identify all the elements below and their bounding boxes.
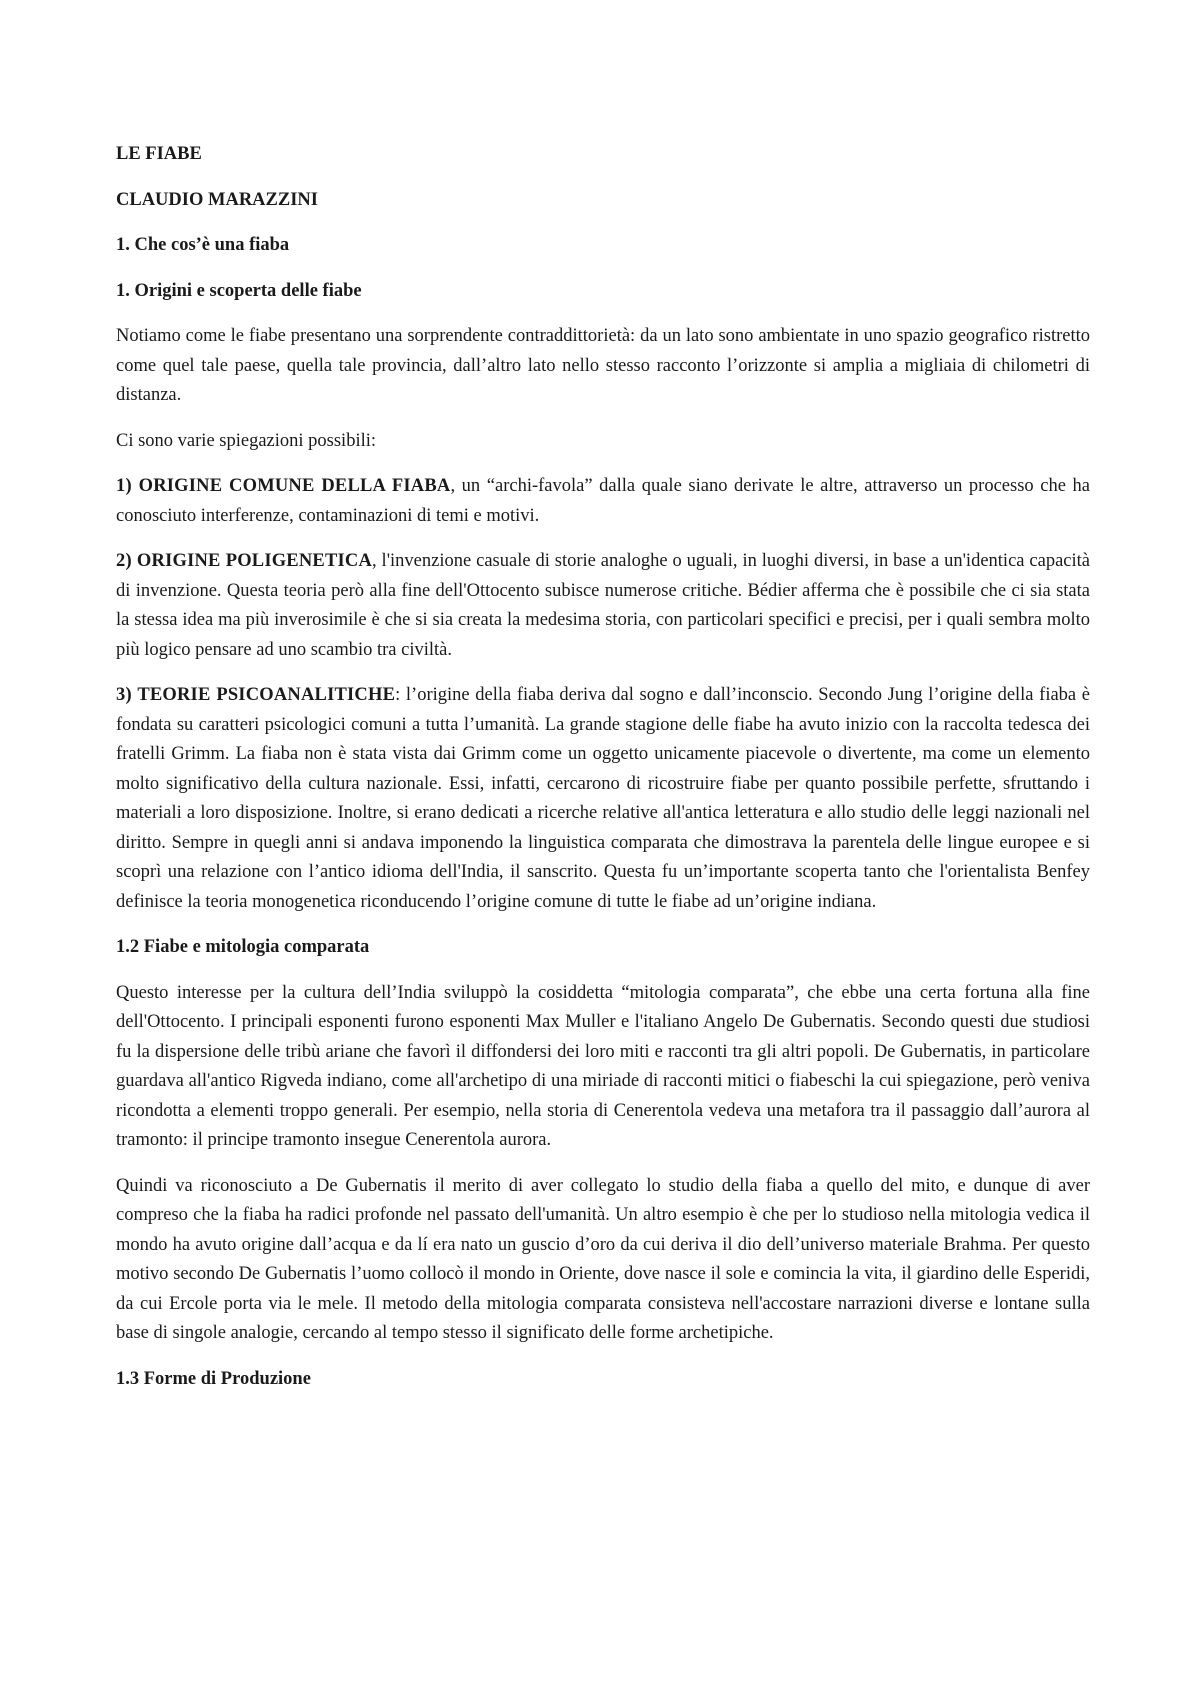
chapter-heading: 1. Che cos’è una fiaba [116, 235, 290, 255]
list-item-lead: 1) ORIGINE COMUNE DELLA FIABA [116, 476, 451, 496]
list-item-text: : l’origine della fiaba deriva dal sogno e dall’inconscio. Secondo Jung l’origine della fiaba è fondata su caratteri psicologici comuni a tutta l’umanità. La grande stagione delle fiabe ha avuto inizio con la raccolta tedesca dei fratelli Grimm. La fiaba non è stata vista dai Grimm come un oggetto unicamente piacevole o divertente, ma come un elemento molto significativo della cultura nazionale. Essi, infatti, cercarono di ricostruire fiabe per quanto possibile perfette, sfruttando i materiali a loro disposizione. Inoltre, si erano dedicati a ricerche relative all'antica letteratura e allo studio delle leggi nazionali nel diritto. Sempre in quegli anni si andava imponendo la linguistica comparata che dimostrava la parentela delle lingue europee e si scoprì una relazione con l’antico idioma dell'India, il sanscrito. Questa fu un’importante scoperta tanto che l'orientalista Benfey definisce la teoria monogenetica riconducendo l’origine comune di tutte le fiabe ad un’origine indiana. [116, 685, 1090, 912]
list-item-lead: 2) ORIGINE POLIGENETICA [116, 551, 373, 571]
list-item-lead: 3) TEORIE PSICOANALITICHE [116, 685, 396, 705]
list-item-text: , un “archi-favola” dalla quale siano derivate le altre, attraverso un processo che ha conosciuto interferenze, contaminazioni di temi e motivi. [116, 476, 1091, 526]
paragraph-spiegazioni: Ci sono varie spiegazioni possibili: [116, 430, 377, 451]
paragraph-mitologia-comparata: Questo interesse per la cultura dell’India sviluppò la cosiddetta “mitologia comparata”, che ebbe una certa fortuna alla fine dell'Ottocento. I principali esponenti furono esponenti Max Muller e l'italiano Angelo De Gubernatis. Secondo questi due studiosi fu la dispersione delle tribù ariane che favorì il diffondersi dei loro miti e racconti tra gli altri popoli. De Gubernatis, in particolare guardava all'antico Rigveda indiano, come all'archetipo di una miriade di racconti mitici o fiabeschi la cui spiegazione, però veniva ricondotta a elementi troppo generali. Per esempio, nella storia di Cenerentola vedeva una metafora tra il passaggio dall’aurora al tramonto: il principe tramonto insegue Cenerentola aurora. [116, 982, 1090, 1150]
section-heading-produzione: 1.3 Forme di Produzione [116, 1368, 311, 1389]
document-author: CLAUDIO MARAZZINI [116, 189, 318, 210]
list-item-origine-poligenetica [116, 547, 1090, 665]
list-item-text: , l'invenzione casuale di storie analoghe o uguali, in luoghi diversi, in base a un'identica capacità di invenzione. Questa teoria però alla fine dell'Ottocento subisce numerose critiche. Bédier afferma che è possibile che ci sia stata la stessa idea ma più inverosimile è che si sia creata la medesima storia, con particolari specifici e precisi, per i quali sembra molto più logico pensare ad uno scambio tra civiltà. [116, 551, 1090, 660]
section-heading-origini: 1. Origini e scoperta delle fiabe [116, 280, 362, 301]
document-body [116, 140, 1090, 1410]
list-item-origine-comune [116, 472, 1090, 531]
document-title: LE FIABE [116, 144, 202, 164]
list-item-teorie-psicoanalitiche [116, 681, 1090, 917]
section-heading-mitologia: 1.2 Fiabe e mitologia comparata [116, 937, 370, 957]
paragraph-intro: Notiamo come le fiabe presentano una sorprendente contraddittorietà: da un lato sono ambientate in uno spazio geografico ristretto come quel tale paese, quella tale provincia, dall’altro lato nello stesso racconto l’orizzonte si amplia a migliaia di chilometri di distanza. [116, 326, 1090, 405]
paragraph-de-gubernatis: Quindi va riconosciuto a De Gubernatis il merito di aver collegato lo studio della fiaba a quello del mito, e dunque di aver compreso che la fiaba ha radici profonde nel passato dell'umanità. Un altro esempio è che per lo studioso nella mitologia vedica il mondo ha avuto origine dall’acqua e da lí era nato un guscio d’oro da cui deriva il dio dell’universo materiale Brahma. Per questo motivo secondo De Gubernatis l’uomo collocò il mondo in Oriente, dove nasce il sole e comincia la vita, il giardino delle Esperidi, da cui Ercole porta via le mele. Il metodo della mitologia comparata consisteva nell'accostare narrazioni diverse e lontane sulla base di singole analogie, cercando al tempo stesso il significato delle forme archetipiche. [116, 1175, 1090, 1343]
